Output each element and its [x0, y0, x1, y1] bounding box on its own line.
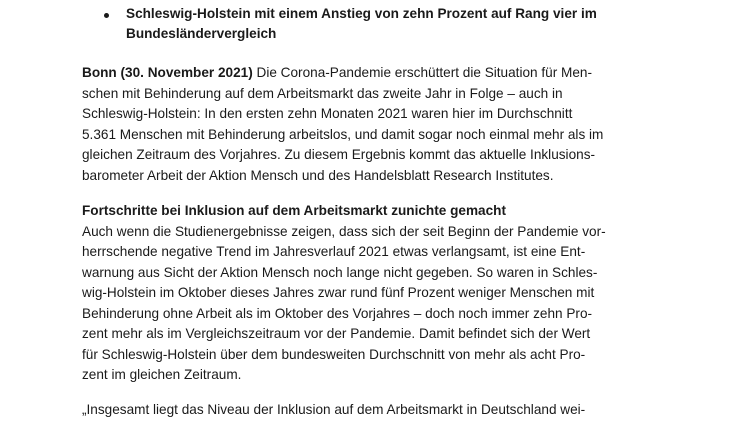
paragraph-line: wig-Holstein im Oktober dieses Jahres zwar rund fünf Prozent weniger Menschen mit — [82, 285, 595, 300]
paragraph-line: für Schleswig-Holstein über dem bundesweiten Durchschnitt von mehr als acht Pro- — [82, 346, 586, 362]
paragraph-line: barometer Arbeit der Aktion Mensch und des Handelsblatt Research Institutes. — [82, 167, 554, 183]
bullet-line: Bundesländervergleich — [126, 26, 277, 41]
first-line-text: Die Corona-Pandemie erschüttert die Situation für Men- — [252, 65, 592, 80]
quote-paragraph — [82, 400, 682, 421]
section-heading: Fortschritte bei Inklusion auf dem Arbeitsmarkt zunichte gemacht — [82, 203, 507, 218]
intro-paragraph — [82, 63, 682, 186]
paragraph-line: zent im gleichen Zeitraum. — [82, 367, 242, 382]
paragraph-line: Behinderung ohne Arbeit als im Oktober des Vorjahres – doch noch immer zehn Pro- — [82, 305, 593, 321]
paragraph-line: herrschende negative Trend im Jahresverlauf 2021 etwas verlangsamt, ist eine Ent- — [82, 244, 586, 259]
paragraph-line: Auch wenn die Studienergebnisse zeigen, dass sich der seit Beginn der Pandemie vor- — [82, 223, 606, 239]
paragraph-line: Schleswig-Holstein: In den ersten zehn Monaten 2021 waren hier im Durchschnitt — [82, 106, 573, 121]
paragraph-line: 5.361 Menschen mit Behinderung arbeitslos, und damit sogar noch einmal mehr als im — [82, 126, 604, 142]
paragraph-line: gleichen Zeitraum des Vorjahres. Zu diesem Ergebnis kommt das aktuelle Inklusions- — [82, 147, 596, 162]
section-paragraph — [82, 201, 682, 386]
bullet-line: Schleswig-Holstein mit einem Anstieg von zehn Prozent auf Rang vier im — [126, 6, 597, 21]
paragraph-line: schen mit Behinderung auf dem Arbeitsmarkt das zweite Jahr in Folge – auch in — [82, 85, 563, 101]
bullet-text — [126, 4, 656, 44]
paragraph-line: zent mehr als im Vergleichszeitraum vor der Pandemie. Damit befindet sich der Wert — [82, 326, 591, 341]
paragraph-line: „Insgesamt liegt das Niveau der Inklusion auf dem Arbeitsmarkt in Deutschland wei- — [82, 402, 586, 417]
paragraph-line: warnung aus Sicht der Aktion Mensch noch lange nicht gegeben. So waren in Schles- — [82, 264, 598, 280]
paragraph-line — [82, 63, 682, 84]
dateline: Bonn (30. November 2021) — [82, 65, 253, 80]
bullet-marker — [104, 13, 109, 18]
